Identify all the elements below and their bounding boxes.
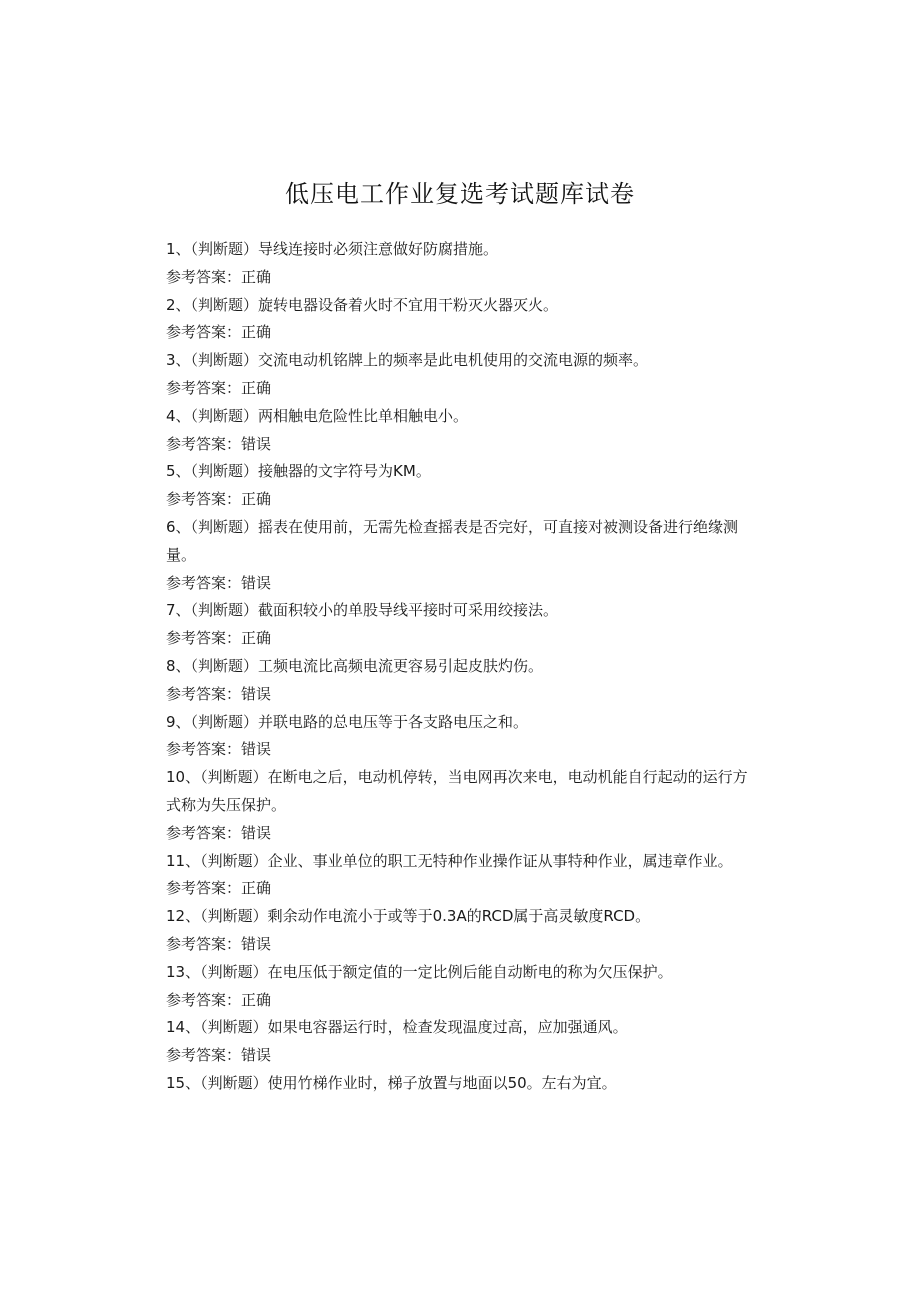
question-11: 11、（判断题）企业、事业单位的职工无特种作业操作证从事特种作业，属违章作业。 xyxy=(166,851,733,870)
question-2: 2、（判断题）旋转电器设备着火时不宜用干粉灭火器灭火。 xyxy=(166,295,559,314)
answer-4: 参考答案：错误 xyxy=(166,434,272,453)
question-3: 3、（判断题）交流电动机铭牌上的频率是此电机使用的交流电源的频率。 xyxy=(166,351,649,370)
answer-8: 参考答案：错误 xyxy=(166,684,272,703)
answer-6: 参考答案：错误 xyxy=(166,573,272,592)
answer-14: 参考答案：错误 xyxy=(166,1046,272,1065)
question-list xyxy=(166,236,750,1098)
answer-7: 参考答案：正确 xyxy=(166,629,272,648)
question-8: 8、（判断题）工频电流比高频电流更容易引起皮肤灼伤。 xyxy=(166,656,544,675)
answer-5: 参考答案：正确 xyxy=(166,490,272,509)
question-4: 4、（判断题）两相触电危险性比单相触电小。 xyxy=(166,406,469,425)
answer-12: 参考答案：错误 xyxy=(166,934,272,953)
answer-11: 参考答案：正确 xyxy=(166,879,272,898)
answer-1: 参考答案：正确 xyxy=(166,267,272,286)
question-5: 5、（判断题）接触器的文字符号为KM。 xyxy=(166,462,431,481)
answer-3: 参考答案：正确 xyxy=(166,378,272,397)
question-7: 7、（判断题）截面积较小的单股导线平接时可采用绞接法。 xyxy=(166,601,559,620)
page-title: 低压电工作业复选考试题库试卷 xyxy=(285,180,635,208)
question-1: 1、（判断题）导线连接时必须注意做好防腐措施。 xyxy=(166,240,499,258)
question-6: 6、（判断题）摇表在使用前，无需先检查摇表是否完好，可直接对被测设备进行绝缘测量。 xyxy=(166,517,739,564)
question-15: 15、（判断题）使用竹梯作业时，梯子放置与地面以50。左右为宜。 xyxy=(166,1073,617,1092)
question-9: 9、（判断题）并联电路的总电压等于各支路电压之和。 xyxy=(166,712,529,731)
question-12: 12、（判断题）剩余动作电流小于或等于0.3A的RCD属于高灵敏度RCD。 xyxy=(166,907,651,926)
question-14: 14、（判断题）如果电容器运行时，检查发现温度过高，应加强通风。 xyxy=(166,1018,628,1037)
answer-9: 参考答案：错误 xyxy=(166,740,272,759)
answer-10: 参考答案：错误 xyxy=(166,823,272,842)
answer-2: 参考答案：正确 xyxy=(166,323,272,342)
answer-13: 参考答案：正确 xyxy=(166,990,272,1009)
question-13: 13、（判断题）在电压低于额定值的一定比例后能自动断电的称为欠压保护。 xyxy=(166,962,673,981)
question-10: 10、（判断题）在断电之后，电动机停转，当电网再次来电，电动机能自行起动的运行方式称为失压保护。 xyxy=(166,768,748,814)
